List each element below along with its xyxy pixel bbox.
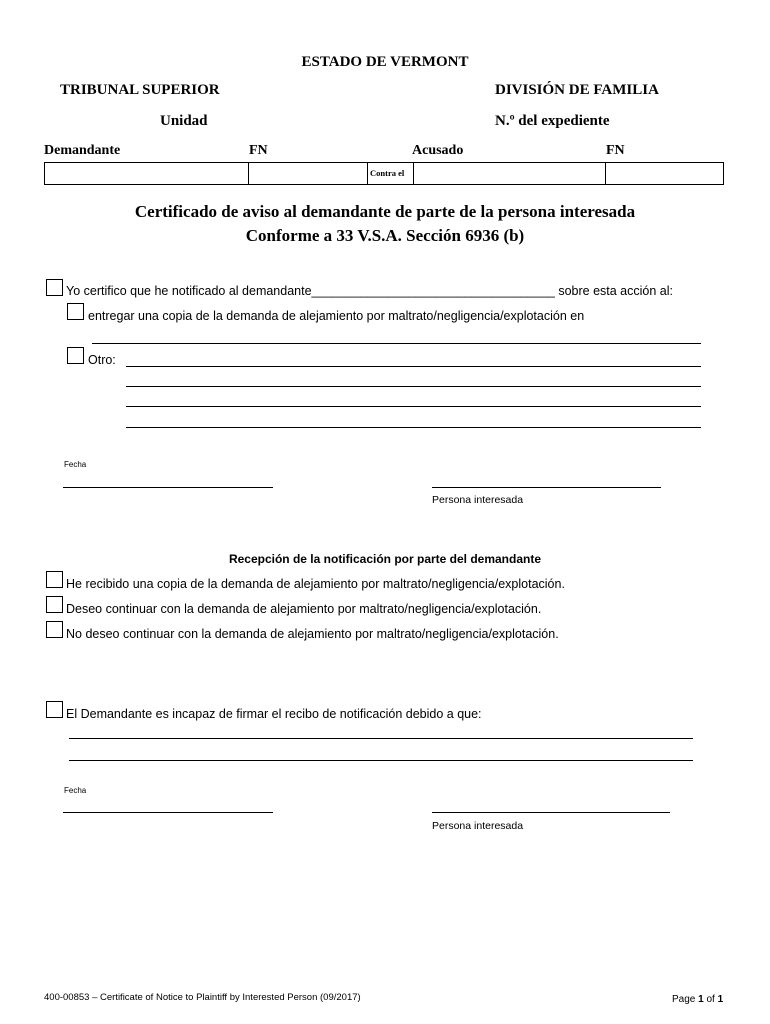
other-label: Otro: <box>88 353 116 367</box>
division-heading: DIVISIÓN DE FAMILIA <box>495 82 659 98</box>
plaintiff-label: Demandante <box>44 143 121 158</box>
page-total: 1 <box>717 994 724 1005</box>
certify-checkbox[interactable] <box>46 279 63 296</box>
not-continue-checkbox[interactable] <box>46 621 63 638</box>
interested-person-label: Persona interesada <box>432 820 524 832</box>
cell-divider <box>367 163 368 184</box>
continue-checkbox[interactable] <box>46 596 63 613</box>
unable-to-sign-checkbox[interactable] <box>46 701 63 718</box>
form-subtitle: Conforme a 33 V.S.A. Sección 6936 (b) <box>245 226 525 245</box>
received-copy-checkbox[interactable] <box>46 571 63 588</box>
other-line[interactable] <box>126 406 701 407</box>
deliver-copy-text: entregar una copia de la demanda de alejamiento por maltrato/negligencia/explotación en <box>88 309 585 323</box>
interested-person-label: Persona interesada <box>432 494 524 506</box>
deliver-location-line[interactable] <box>92 343 701 344</box>
reason-line[interactable] <box>69 760 693 761</box>
caption-table <box>44 162 724 185</box>
state-heading: ESTADO DE VERMONT <box>301 54 469 70</box>
docket-label: N.º del expediente <box>495 113 610 129</box>
cell-divider <box>605 163 606 184</box>
form-number: 400-00853 – Certificate of Notice to Plaintiff by Interested Person (09/2017) <box>44 992 361 1003</box>
page-separator: of <box>703 994 718 1005</box>
other-line[interactable] <box>126 366 701 367</box>
person-signature-line[interactable] <box>432 812 670 813</box>
unit-label: Unidad <box>160 113 208 129</box>
court-heading: TRIBUNAL SUPERIOR <box>60 82 220 98</box>
defendant-label: Acusado <box>412 143 464 158</box>
received-copy-text: He recibido una copia de la demanda de alejamiento por maltrato/negligencia/explotación. <box>66 577 565 591</box>
deliver-copy-checkbox[interactable] <box>67 303 84 320</box>
not-continue-text: No deseo continuar con la demanda de alejamiento por maltrato/negligencia/explotación. <box>66 627 559 641</box>
reason-line[interactable] <box>69 738 693 739</box>
date-signature-line[interactable] <box>63 812 273 813</box>
date-label: Fecha <box>64 460 87 469</box>
versus-label: Contra el <box>370 168 405 178</box>
other-line[interactable] <box>126 427 701 428</box>
unable-to-sign-text: El Demandante es incapaz de firmar el recibo de notificación debido a que: <box>66 707 482 721</box>
certify-statement: Yo certifico que he notificado al demandante___________________________________ sobre esta acción al: <box>66 284 673 298</box>
form-title: Certificado de aviso al demandante de parte de la persona interesada <box>134 202 636 221</box>
cell-divider <box>413 163 414 184</box>
page-number: 1 <box>698 994 704 1005</box>
continue-text: Deseo continuar con la demanda de alejamiento por maltrato/negligencia/explotación. <box>66 602 542 616</box>
date-label: Fecha <box>64 786 87 795</box>
fn-label-plaintiff: FN <box>249 143 268 158</box>
cell-divider <box>248 163 249 184</box>
receipt-heading: Recepción de la notificación por parte del demandante <box>228 552 542 566</box>
other-checkbox[interactable] <box>67 347 84 364</box>
date-signature-line[interactable] <box>63 487 273 488</box>
person-signature-line[interactable] <box>432 487 661 488</box>
page-indicator <box>672 994 723 1005</box>
page-prefix: Page <box>672 994 699 1005</box>
fn-label-defendant: FN <box>606 143 625 158</box>
other-line[interactable] <box>126 386 701 387</box>
